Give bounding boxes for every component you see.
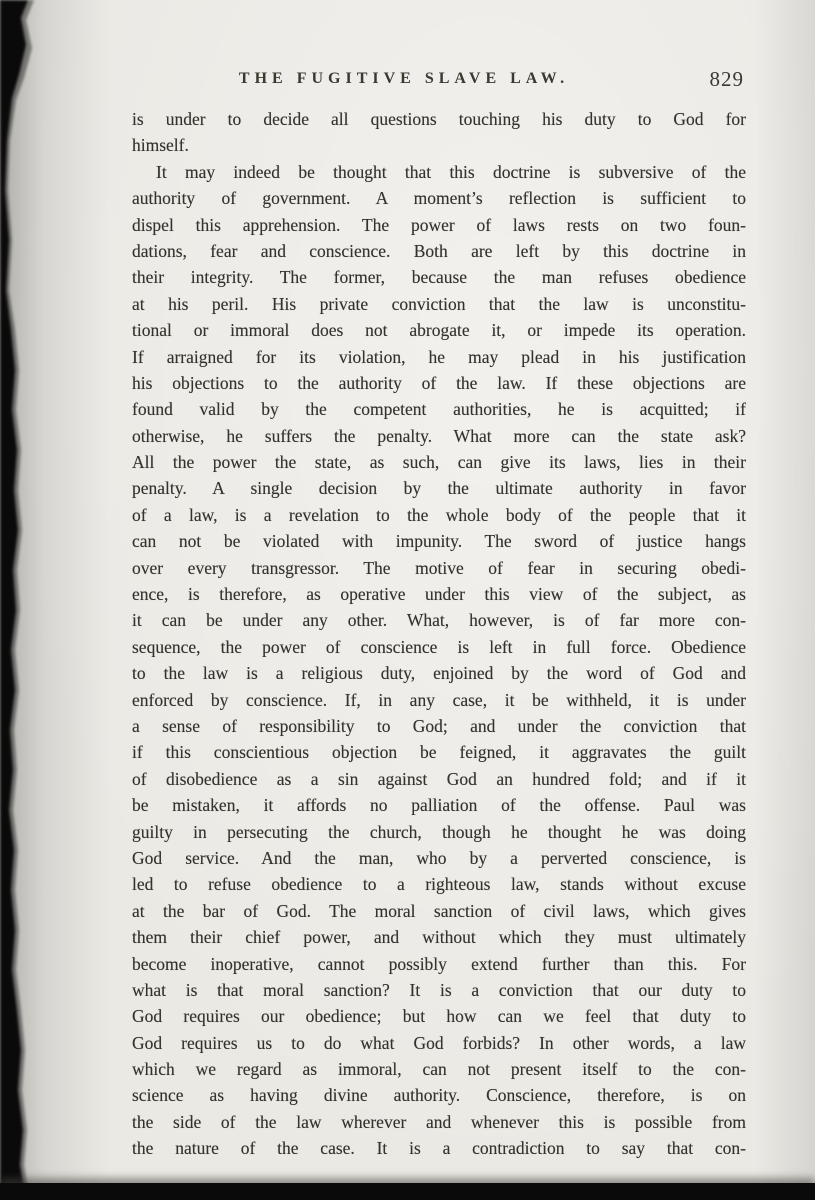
scan-bottom-artifact [0,1183,815,1200]
text-line: at his peril. His private conviction that the law is unconstitu- [132,293,746,314]
text-line: if this conscientious objection be feigned, it aggravates the guilt [132,742,746,763]
text-line: authority of government. A moment’s reflection is sufficient to [132,188,746,209]
text-line: can not be violated with impunity. The sword of justice hangs [132,531,746,552]
text-line: of a law, is a revelation to the whole body of the people that it [132,504,746,525]
text-line: dations, fear and conscience. Both are left by this doctrine in [132,240,746,261]
text-line: at the bar of God. The moral sanction of civil laws, which gives [132,900,746,921]
text-line: science as having divine authority. Conscience, therefore, is on [132,1085,746,1106]
text-line: God requires our obedience; but how can we feel that duty to [132,1006,746,1027]
text-line: it can be under any other. What, however, is of far more con- [132,610,746,631]
text-line: a sense of responsibility to God; and under the conviction that [132,715,746,736]
text-line: God service. And the man, who by a perverted conscience, is [132,847,746,868]
text-line: them their chief power, and without which they must ultimately [132,927,746,948]
page-number: 829 [709,67,744,91]
text-line: become inoperative, cannot possibly extend further than this. For [132,953,746,974]
text-line: the nature of the case. It is a contradiction to say that con- [132,1138,746,1159]
text-line: tional or immoral does not abrogate it, or impede its operation. [132,320,746,341]
text-line: dispel this apprehension. The power of laws rests on two foun- [132,214,746,235]
text-line: It may indeed be thought that this doctrine is subversive of the [156,161,746,182]
page-header [132,67,746,96]
text-line: penalty. A single decision by the ultimate authority in favor [132,478,746,499]
page-text [132,106,746,1162]
text-line: sequence, the power of conscience is left in full force. Obedience [132,636,746,657]
text-line: their integrity. The former, because the man refuses obedience [132,267,746,288]
text-line: found valid by the competent authorities, he is acquitted; if [132,399,746,420]
text-line: guilty in persecuting the church, though he thought he was doing [132,821,746,842]
text-line: which we regard as immoral, can not present itself to the con- [132,1059,746,1080]
text-line: over every transgressor. The motive of fear in securing obedi- [132,557,746,578]
text-line: his objections to the authority of the law. If these objections are [132,372,746,393]
paragraph [132,159,746,1162]
text-line: himself. [132,135,189,156]
text-line: If arraigned for its violation, he may plead in his justification [132,346,746,367]
text-line: to the law is a religious duty, enjoined by the word of God and [132,663,746,684]
text-line: led to refuse obedience to a righteous law, stands without excuse [132,874,746,895]
text-line: what is that moral sanction? It is a conviction that our duty to [132,979,746,1000]
scan-binding-artifact [0,0,46,1200]
running-title: THE FUGITIVE SLAVE LAW. [238,70,570,87]
text-line: be mistaken, it affords no palliation of the offense. Paul was [132,795,746,816]
paragraph [132,106,746,159]
text-line: otherwise, he suffers the penalty. What more can the state ask? [132,425,746,446]
text-line: enforced by conscience. If, in any case, it be withheld, it is under [132,689,746,710]
text-line: of disobedience as a sin against God an hundred fold; and if it [132,768,746,789]
text-line: ence, is therefore, as operative under this view of the subject, as [132,584,746,605]
text-line: is under to decide all questions touching his duty to God for [132,109,746,129]
text-line: God requires us to do what God forbids? In other words, a law [132,1032,746,1053]
text-line: the side of the law wherever and whenever this is possible from [132,1111,746,1132]
text-line: All the power the state, as such, can give its laws, lies in their [132,452,746,473]
